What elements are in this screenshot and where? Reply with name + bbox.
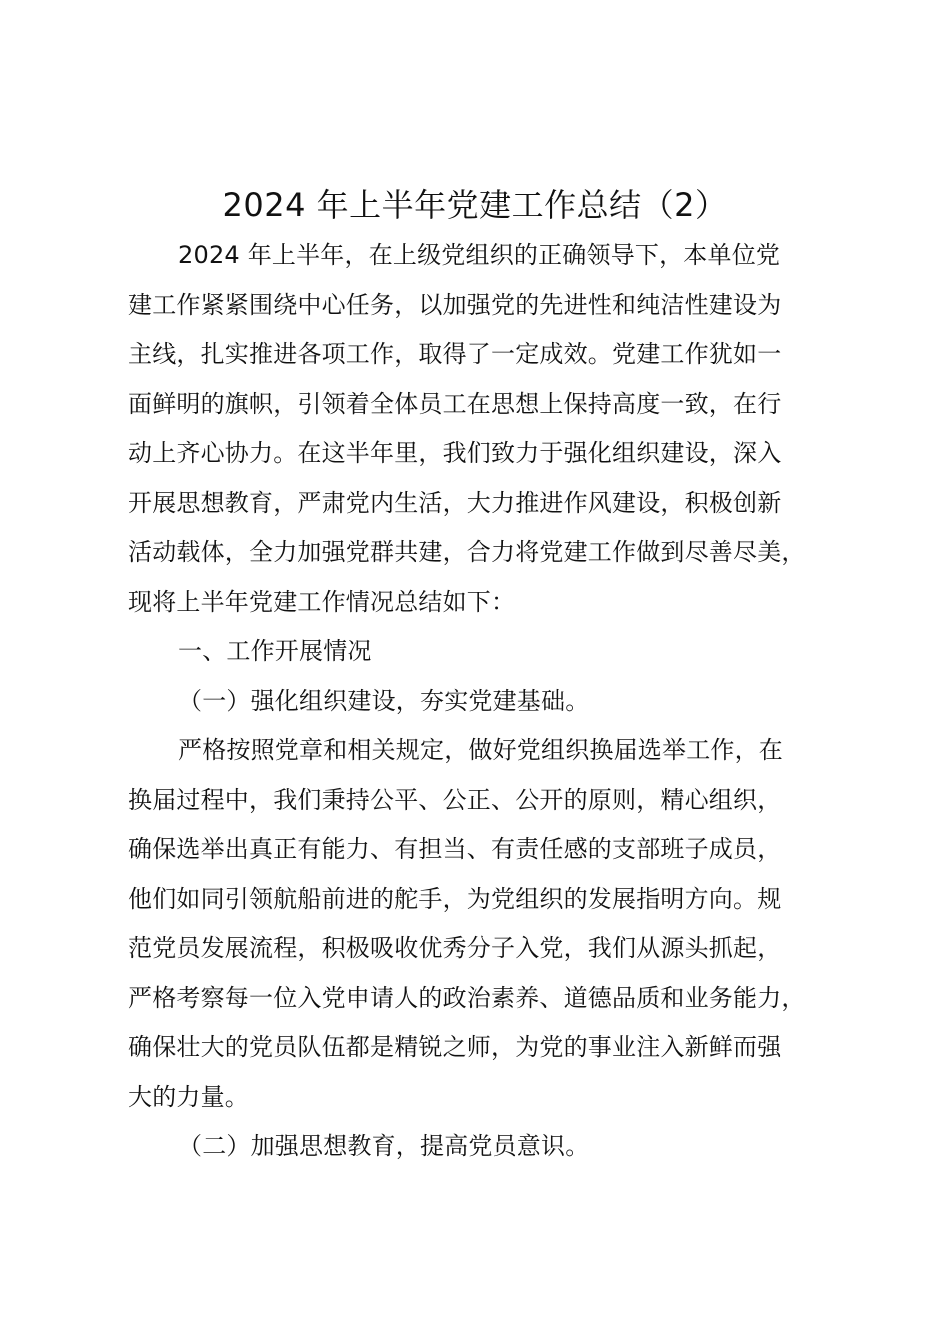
text-line: 大的力量。 — [128, 1082, 249, 1111]
text-line: （二）加强思想教育，提高党员意识。 — [178, 1132, 590, 1160]
text-line: 面鲜明的旗帜，引领着全体员工在思想上保持高度一致，在行 — [128, 389, 782, 418]
text-line: 确保壮大的党员队伍都是精锐之师，为党的事业注入新鲜而强 — [128, 1033, 782, 1061]
text-line: 范党员发展流程，积极吸收优秀分子入党，我们从源头抓起， — [128, 934, 782, 962]
text-line: 动上齐心协力。在这半年里，我们致力于强化组织建设，深入 — [128, 439, 782, 467]
text-line: 换届过程中，我们秉持公平、公正、公开的原则，精心组织， — [128, 785, 782, 814]
text-line: 严格按照党章和相关规定，做好党组织换届选举工作，在 — [178, 736, 783, 764]
document-body — [128, 231, 858, 1172]
text-line: （一）强化组织建设，夯实党建基础。 — [178, 686, 590, 715]
text-line: 他们如同引领航船前进的舵手，为党组织的发展指明方向。规 — [128, 884, 782, 913]
text-line: 一、工作开展情况 — [178, 637, 372, 665]
text-line: 2024 年上半年，在上级党组织的正确领导下，本单位党 — [178, 241, 781, 269]
text-line: 建工作紧紧围绕中心任务，以加强党的先进性和纯洁性建设为 — [128, 290, 782, 319]
text-line: 现将上半年党建工作情况总结如下： — [128, 587, 516, 616]
text-line: 活动载体，全力加强党群共建，合力将党建工作做到尽善尽美， — [128, 538, 806, 566]
text-line: 确保选举出真正有能力、有担当、有责任感的支部班子成员， — [128, 835, 782, 863]
text-line: 严格考察每一位入党申请人的政治素养、道德品质和业务能力， — [128, 983, 806, 1012]
document-title: 2024 年上半年党建工作总结（2） — [222, 186, 728, 224]
text-line: 主线，扎实推进各项工作，取得了一定成效。党建工作犹如一 — [128, 340, 782, 368]
text-line: 开展思想教育，严肃党内生活，大力推进作风建设，积极创新 — [128, 488, 782, 517]
